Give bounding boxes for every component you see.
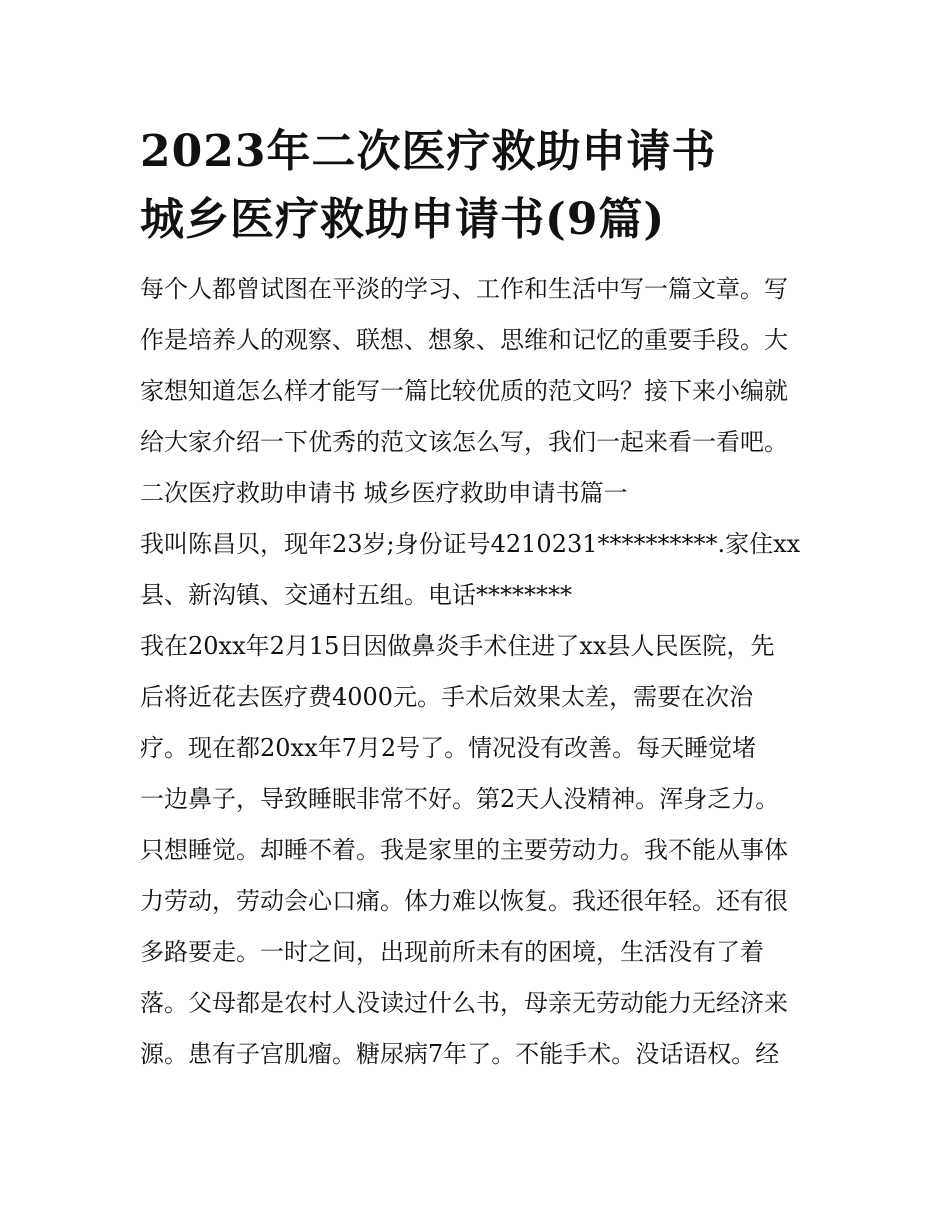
title-line-2: 城乡医疗救助申请书(9篇) [140, 194, 666, 245]
body-line: 我在20xx年2月15日因做鼻炎手术住进了xx县人民医院，先 [140, 632, 775, 660]
body-line: 一边鼻子，导致睡眠非常不好。第2天人没精神。浑身乏力。 [140, 785, 780, 813]
title-line-1: 2023年二次医疗救助申请书 [140, 126, 717, 177]
body-line: 县、新沟镇、交通村五组。电话******** [140, 581, 572, 609]
intro-line-2: 作是培养人的观察、联想、想象、思维和记忆的重要手段。大 [140, 326, 788, 354]
body-line: 后将近花去医疗费4000元。手术后效果太差，需要在次治 [140, 683, 754, 711]
body-line: 疗。现在都20xx年7月2号了。情况没有改善。每天睡觉堵 [140, 734, 757, 762]
body-line: 只想睡觉。却睡不着。我是家里的主要劳动力。我不能从事体 [140, 836, 788, 864]
body-line: 力劳动，劳动会心口痛。体力难以恢复。我还很年轻。还有很 [140, 887, 788, 915]
section-heading: 二次医疗救助申请书 城乡医疗救助申请书篇一 [140, 479, 628, 507]
body-line: 我叫陈昌贝，现年23岁;身份证号4210231**********.家住xx [140, 530, 801, 558]
body-line: 源。患有子宫肌瘤。糖尿病7年了。不能手术。没话语权。经 [140, 1040, 780, 1068]
body-line: 多路要走。一时之间，出现前所未有的困境，生活没有了着 [140, 938, 764, 966]
document-content [140, 118, 820, 1080]
document-body [140, 264, 820, 1080]
intro-line-4: 给大家介绍一下优秀的范文该怎么写，我们一起来看一看吧。 [140, 428, 788, 456]
intro-line-1: 每个人都曾试图在平淡的学习、工作和生活中写一篇文章。写 [140, 275, 788, 303]
body-line: 落。父母都是农村人没读过什么书，母亲无劳动能力无经济来 [140, 989, 788, 1017]
intro-line-3: 家想知道怎么样才能写一篇比较优质的范文吗？接下来小编就 [140, 377, 788, 405]
document-title [140, 118, 820, 254]
